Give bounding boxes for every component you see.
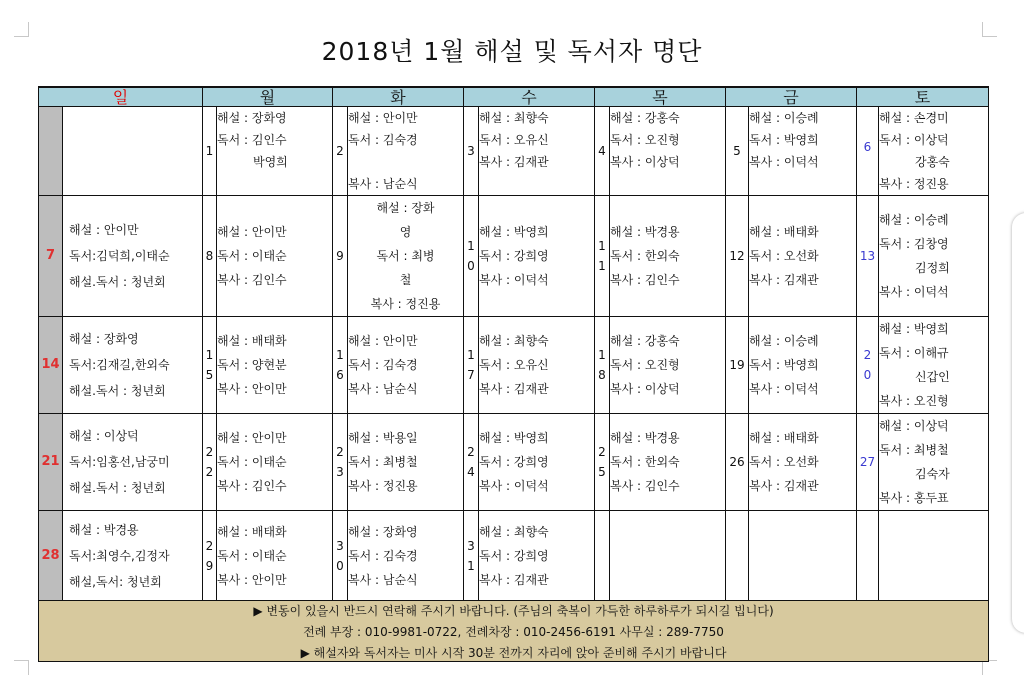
day-number-digit: 3 (336, 465, 344, 479)
day-number-digit: 27 (859, 455, 876, 469)
assignment-line: 신갑인 (915, 370, 950, 384)
assignment-line: 해설.독서 : 청년회 (69, 275, 166, 289)
day-number-digit: 1 (598, 259, 606, 273)
day-number-mon (203, 414, 217, 511)
day-number-digit: 28 (41, 547, 60, 563)
day-cell-sun (63, 414, 203, 511)
day-number-digit: 5 (205, 368, 214, 382)
assignment-line: 독서 : 최병 (376, 249, 435, 263)
day-cell-tue (348, 511, 464, 601)
day-number-digit: 2 (205, 538, 214, 553)
day-number-digit: 5 (598, 465, 606, 479)
assignment-line (348, 151, 463, 173)
crop-mark-bottom-left (14, 660, 29, 675)
assignment-line: 강홍숙 (915, 155, 950, 169)
day-number-fri (726, 511, 749, 601)
day-cell-sun (63, 107, 203, 196)
day-number-wed (464, 414, 479, 511)
assignment-line: 해설 : 최향숙 (479, 334, 549, 348)
assignment-line: 독서 : 김숙경 (348, 133, 418, 147)
assignment-line: 해설 : 안이만 (348, 334, 418, 348)
assignment-line: 복사 : 김인수 (610, 479, 680, 493)
day-number-sun (39, 414, 63, 511)
assignment-line: 해설.독서 : 청년회 (69, 481, 166, 495)
assignment-line: 독서 : 오선화 (749, 249, 819, 263)
day-cell-sat (879, 107, 989, 196)
day-number-digit: 2 (336, 445, 344, 459)
assignment-line: 독서 : 오선화 (749, 455, 819, 469)
assignment-line: 해설 : 박경용 (610, 225, 680, 239)
day-number-wed (464, 196, 479, 317)
assignment-line: 복사 : 오진형 (879, 394, 949, 408)
day-number-thu (595, 196, 610, 317)
assignment-line: 해설 : 이승례 (749, 111, 819, 125)
day-number-tue (333, 414, 348, 511)
day-cell-mon (217, 414, 333, 511)
footer-notice (39, 601, 989, 662)
week-row (39, 196, 989, 317)
assignment-line: 해설 : 안이만 (69, 223, 139, 237)
assignment-line: 독서 : 이태순 (217, 249, 287, 263)
assignment-line: 복사 : 홍두표 (879, 491, 949, 505)
assignment-line: 해설 : 박영희 (479, 431, 549, 445)
week-row (39, 414, 989, 511)
assignment-line: 독서 : 이해규 (879, 346, 949, 360)
day-cell-tue (348, 196, 464, 317)
assignment-line: 독서 : 이태순 (217, 548, 287, 563)
day-cell-thu (610, 511, 726, 601)
assignment-line: 독서 : 박영희 (749, 133, 819, 147)
assignment-line: 해설 : 박영희 (479, 225, 549, 239)
day-number-digit: 12 (729, 249, 745, 263)
assignment-line: 복사 : 김재관 (479, 155, 549, 169)
weekday-fri: 금 (726, 87, 857, 107)
day-number-digit: 4 (598, 144, 606, 158)
weekday-wed: 수 (464, 87, 595, 107)
day-number-digit: 6 (863, 140, 872, 154)
day-number-digit: 1 (467, 348, 475, 362)
weekday-sat: 토 (857, 87, 989, 107)
day-cell-mon (217, 196, 333, 317)
assignment-line: 독서 : 한외숙 (610, 455, 680, 469)
assignment-line: 복사 : 김재관 (479, 382, 549, 396)
assignment-line: 해설 : 장화영 (348, 524, 418, 539)
day-number-digit: 9 (336, 249, 344, 263)
day-number-digit: 2 (467, 445, 475, 459)
day-cell-sat (879, 414, 989, 511)
day-number-wed (464, 511, 479, 601)
day-number-sat (857, 511, 879, 601)
day-number-mon (203, 107, 217, 196)
footer-row (39, 601, 989, 662)
day-number-digit: 9 (205, 558, 214, 573)
assignment-line: 복사 : 이덕석 (479, 273, 549, 287)
assignment-line: 해설 : 이상덕 (879, 419, 949, 433)
day-number-digit: 1 (205, 144, 214, 158)
day-number-tue (333, 196, 348, 317)
day-cell-tue (348, 414, 464, 511)
day-number-digit: 19 (729, 358, 745, 372)
assignment-line: 박영희 (253, 155, 288, 169)
day-cell-tue (348, 107, 464, 196)
day-number-sat (857, 414, 879, 511)
assignment-line: 독서 : 강희영 (479, 455, 549, 469)
day-cell-wed (479, 317, 595, 414)
day-number-digit: 8 (205, 249, 214, 263)
assignment-line: 독서 : 김숙경 (348, 358, 418, 372)
day-number-digit: 7 (467, 368, 475, 382)
week-row (39, 317, 989, 414)
day-number-sun (39, 196, 63, 317)
assignment-line: 김정희 (915, 261, 950, 275)
assignment-line: 복사 : 김재관 (749, 273, 819, 287)
day-number-tue (333, 511, 348, 601)
day-number-wed (464, 317, 479, 414)
day-number-digit: 3 (467, 144, 475, 158)
assignment-line: 복사 : 정진용 (879, 177, 949, 191)
assignment-line: 독서:최영수,김정자 (69, 548, 170, 563)
assignment-line: 해설 : 장화영 (217, 111, 287, 125)
assignment-line: 독서 : 오유신 (479, 358, 549, 372)
assignment-line: 해설 : 배태화 (749, 431, 819, 445)
assignment-line: 복사 : 이덕석 (879, 285, 949, 299)
assignment-line: 해설 : 배태화 (217, 334, 287, 348)
day-number-thu (595, 107, 610, 196)
day-number-mon (203, 511, 217, 601)
assignment-line: 해설 : 박용일 (348, 431, 418, 445)
day-number-sun (39, 107, 63, 196)
assignment-line: 복사 : 이덕석 (749, 382, 819, 396)
day-number-digit: 0 (467, 259, 475, 273)
assignment-line: 복사 : 남순식 (348, 177, 418, 191)
weekday-header-row (39, 87, 989, 107)
day-number-sun (39, 511, 63, 601)
crop-mark-bottom-right (982, 660, 997, 675)
assignment-line: 복사 : 정진용 (370, 297, 441, 311)
day-cell-thu (610, 107, 726, 196)
day-number-digit: 13 (859, 249, 876, 263)
assignment-line: 복사 : 김인수 (217, 273, 287, 287)
assignment-line: 해설 : 장화 (376, 201, 435, 215)
day-number-digit: 1 (205, 348, 214, 362)
day-number-digit: 2 (863, 348, 872, 362)
assignment-line: 해설 : 이상덕 (69, 429, 139, 443)
assignment-line: 해설 : 안이만 (348, 111, 418, 125)
day-number-mon (203, 196, 217, 317)
assignment-line: 해설 : 최향숙 (479, 524, 549, 539)
day-cell-mon (217, 107, 333, 196)
assignment-line: 복사 : 김재관 (749, 479, 819, 493)
assignment-line: 해설 : 손경미 (879, 111, 949, 125)
day-cell-sun (63, 511, 203, 601)
assignment-line: 복사 : 김인수 (217, 479, 287, 493)
day-cell-tue (348, 317, 464, 414)
week-row (39, 107, 989, 196)
day-number-thu (595, 317, 610, 414)
assignment-line: 독서 : 강희영 (479, 249, 549, 263)
day-number-mon (203, 317, 217, 414)
day-cell-fri (749, 414, 857, 511)
assignment-line: 복사 : 김인수 (610, 273, 680, 287)
footer-line-2: 전례 부장 : 010-9981-0722, 전례차장 : 010-2456-6191 사무실 : 289-7750 (303, 625, 724, 639)
day-cell-sun (63, 196, 203, 317)
weekday-thu: 목 (595, 87, 726, 107)
day-cell-sat (879, 196, 989, 317)
assignment-line: 독서 : 김창영 (879, 237, 949, 251)
weekday-sun: 일 (39, 87, 203, 107)
assignment-line: 복사 : 이상덕 (610, 382, 680, 396)
day-number-digit: 2 (205, 465, 214, 479)
assignment-line: 해설 : 안이만 (217, 431, 287, 445)
day-number-fri (726, 196, 749, 317)
assignment-line: 복사 : 안이만 (217, 382, 287, 396)
assignment-line: 독서 : 김숙경 (348, 548, 418, 563)
assignment-line: 해설 : 이승례 (879, 213, 949, 227)
day-cell-thu (610, 317, 726, 414)
assignment-line: 독서:김덕희,이태순 (69, 249, 170, 263)
day-cell-sat (879, 317, 989, 414)
day-number-tue (333, 107, 348, 196)
week-row (39, 511, 989, 601)
assignment-line: 복사 : 남순식 (348, 572, 418, 587)
day-cell-wed (479, 196, 595, 317)
weekday-tue: 화 (333, 87, 464, 107)
day-number-digit: 0 (336, 558, 344, 573)
assignment-line: 해설.독서 : 청년회 (69, 384, 166, 398)
assignment-line: 철 (399, 273, 412, 287)
day-number-digit: 4 (467, 465, 475, 479)
assignment-line: 김숙자 (915, 467, 950, 481)
assignment-line: 영 (399, 225, 412, 239)
day-cell-sun (63, 317, 203, 414)
day-cell-wed (479, 511, 595, 601)
assignment-line: 독서 : 양현분 (217, 358, 287, 372)
day-number-digit: 1 (598, 348, 606, 362)
day-number-digit: 0 (863, 368, 872, 382)
day-number-digit: 26 (729, 455, 745, 469)
assignment-line: 독서 : 오진형 (610, 133, 680, 147)
footer-line-1: ▶ 변동이 있을시 반드시 연락해 주시기 바랍니다. (주님의 축복이 가득한 하루하루가 되시길 빕니다) (253, 604, 774, 618)
weekday-mon: 월 (203, 87, 333, 107)
day-number-fri (726, 317, 749, 414)
assignment-line: 해설 : 강홍숙 (610, 111, 680, 125)
assignment-line: 복사 : 남순식 (348, 382, 418, 396)
assignment-line: 독서:김재길,한외숙 (69, 358, 170, 372)
assignment-line: 복사 : 이상덕 (610, 155, 680, 169)
day-cell-fri (749, 317, 857, 414)
assignment-line: 복사 : 이덕석 (749, 155, 819, 169)
day-number-sun (39, 317, 63, 414)
assignment-line: 독서 : 오유신 (479, 133, 549, 147)
day-number-thu (595, 414, 610, 511)
day-number-digit: 7 (45, 248, 56, 263)
day-number-digit: 1 (598, 239, 606, 253)
day-number-digit: 5 (733, 144, 741, 158)
day-number-digit: 6 (336, 368, 344, 382)
day-number-sat (857, 196, 879, 317)
day-number-digit: 14 (41, 357, 60, 372)
day-cell-sat (879, 511, 989, 601)
assignment-line: 해설,독서: 청년회 (69, 574, 162, 589)
assignment-line: 독서 : 최병철 (348, 455, 418, 469)
day-number-tue (333, 317, 348, 414)
day-number-digit: 2 (205, 445, 214, 459)
day-number-wed (464, 107, 479, 196)
day-number-digit: 1 (467, 239, 475, 253)
day-number-digit: 3 (467, 538, 475, 553)
assignment-line: 복사 : 이덕석 (479, 479, 549, 493)
assignment-line: 해설 : 이승례 (749, 334, 819, 348)
day-number-fri (726, 414, 749, 511)
assignment-line: 해설 : 최향숙 (479, 111, 549, 125)
day-number-digit: 1 (336, 348, 344, 362)
day-number-digit: 21 (41, 454, 60, 469)
assignment-line: 복사 : 김재관 (479, 572, 549, 587)
schedule-table (38, 86, 989, 662)
day-cell-mon (217, 511, 333, 601)
day-cell-thu (610, 414, 726, 511)
assignment-line: 해설 : 강홍숙 (610, 334, 680, 348)
day-cell-wed (479, 414, 595, 511)
assignment-line: 독서 : 한외숙 (610, 249, 680, 263)
assignment-line: 해설 : 박경용 (69, 522, 139, 537)
page-title: 2018년 1월 해설 및 독서자 명단 (321, 37, 703, 66)
day-number-thu (595, 511, 610, 601)
assignment-line: 독서 : 박영희 (749, 358, 819, 372)
assignment-line: 해설 : 안이만 (217, 225, 287, 239)
assignment-line: 독서 : 강희영 (479, 548, 549, 563)
day-number-fri (726, 107, 749, 196)
assignment-line: 복사 : 정진용 (348, 479, 418, 493)
day-number-digit: 1 (467, 558, 475, 573)
day-cell-fri (749, 511, 857, 601)
assignment-line: 해설 : 박영희 (879, 322, 949, 336)
assignment-line: 독서 : 최병철 (879, 443, 949, 457)
assignment-line: 독서:임홍선,남궁미 (69, 455, 170, 469)
day-cell-mon (217, 317, 333, 414)
day-cell-wed (479, 107, 595, 196)
day-number-sat (857, 107, 879, 196)
footer-line-3: ▶ 해설자와 독서자는 미사 시작 30분 전까지 자리에 앉아 준비해 주시기 바랍니다 (300, 646, 727, 660)
assignment-line: 해설 : 장화영 (69, 332, 139, 346)
assignment-line: 복사 : 안이만 (217, 572, 287, 587)
assignment-line: 독서 : 이태순 (217, 455, 287, 469)
day-number-digit: 2 (336, 144, 344, 158)
day-cell-fri (749, 196, 857, 317)
day-cell-fri (749, 107, 857, 196)
assignment-line: 독서 : 오진형 (610, 358, 680, 372)
assignment-line: 해설 : 박경용 (610, 431, 680, 445)
day-number-digit: 3 (336, 538, 344, 553)
scroll-handle[interactable] (1012, 213, 1024, 633)
day-number-digit: 8 (598, 368, 606, 382)
assignment-line: 해설 : 배태화 (217, 524, 287, 539)
assignment-line: 독서 : 김인수 (217, 133, 287, 147)
assignment-line: 해설 : 배태화 (749, 225, 819, 239)
day-cell-thu (610, 196, 726, 317)
day-number-sat (857, 317, 879, 414)
day-number-digit: 2 (598, 445, 606, 459)
assignment-line: 독서 : 이상덕 (879, 133, 949, 147)
